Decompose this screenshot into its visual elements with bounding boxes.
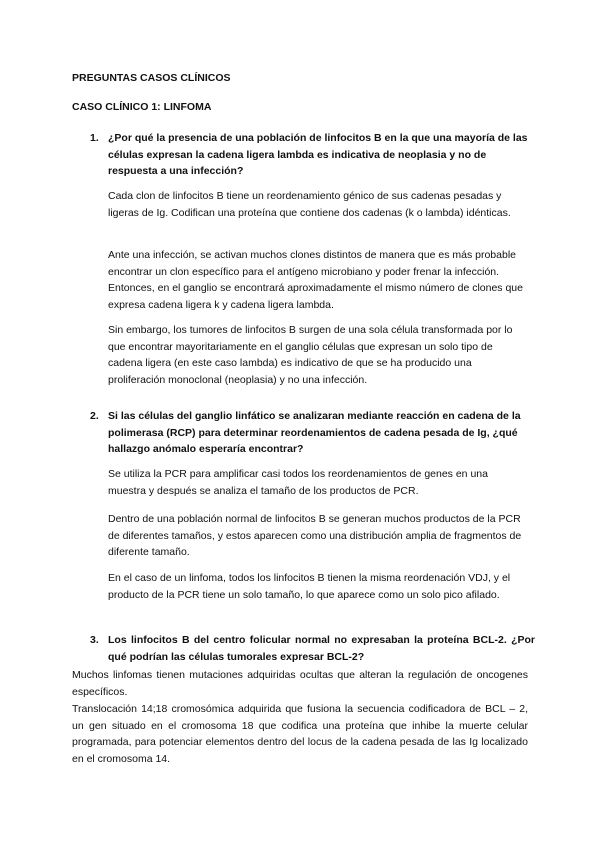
answer-paragraph: Translocación 14;18 cromosómica adquirida que fusiona la secuencia codificadora de BCL – 2, un gen situado en el cromosoma 18 que codifica una proteína que inhibe la muerte celular programada, para potenciar elementos dentro del locus de la cadena pesada de las Ig localizado en el cromosoma 14. bbox=[72, 703, 528, 765]
question-1 bbox=[90, 130, 535, 180]
answer-paragraph: Sin embargo, los tumores de linfocitos B surgen de una sola célula transformada por lo que encontrar mayoritariamente en el ganglio células que expresan un solo tipo de cadena ligera (en este caso lambda) es indicativo de que se ha producido una proliferación monoclonal (neoplasia) y no una infección. bbox=[108, 324, 513, 386]
answer-paragraph: Ante una infección, se activan muchos clones distintos de manera que es más probable encontrar un clon específico para el antígeno microbiano y poder frenar la infección. Entonces, en el ganglio se encontrará aproximadamente el mismo número de clones que expresa cadena ligera k y cadena ligera lambda. bbox=[108, 249, 523, 311]
answer-paragraph: Muchos linfomas tienen mutaciones adquiridas ocultas que alteran la regulación de oncogenes específicos. bbox=[72, 669, 528, 698]
question-text: Los linfocitos B del centro folicular normal no expresaban la proteína BCL-2. ¿Por qué podrían las células tumorales expresar BCL-2? bbox=[108, 634, 535, 663]
case-title: CASO CLÍNICO 1: LINFOMA bbox=[72, 101, 212, 113]
answer-paragraph: En el caso de un linfoma, todos los linfocitos B tienen la misma reordenación VDJ, y el producto de la PCR tiene un solo tamaño, lo que aparece como un solo pico afilado. bbox=[108, 572, 511, 601]
question-text: Si las células del ganglio linfático se analizaran mediante reacción en cadena de la polimerasa (RCP) para determinar reordenamientos de cadena pesada de Ig, ¿qué hallazgo anómalo esperaría encontrar? bbox=[108, 410, 521, 455]
answer-paragraph: Se utiliza la PCR para amplificar casi todos los reordenamientos de genes en una muestra y después se analiza el tamaño de los productos de PCR. bbox=[108, 468, 488, 497]
question-3 bbox=[90, 632, 535, 665]
answer-paragraph: Dentro de una población normal de linfocitos B se generan muchos productos de la PCR de diferentes tamaños, y estos aparecen como una distribución amplia de fragmentos de diferente tamaño. bbox=[108, 513, 522, 558]
question-number: 1. bbox=[90, 132, 99, 144]
question-2 bbox=[90, 408, 535, 458]
document-title: PREGUNTAS CASOS CLÍNICOS bbox=[72, 72, 231, 84]
question-number: 3. bbox=[90, 634, 99, 646]
question-text: ¿Por qué la presencia de una población de linfocitos B en la que una mayoría de las células expresan la cadena ligera lambda es indicativa de neoplasia y no de respuesta a una infección? bbox=[108, 132, 528, 177]
answer-paragraph: Cada clon de linfocitos B tiene un reordenamiento génico de sus cadenas pesadas y ligeras de Ig. Codifican una proteína que contiene dos cadenas (k o lambda) idénticas. bbox=[108, 190, 511, 219]
question-number: 2. bbox=[90, 410, 99, 422]
